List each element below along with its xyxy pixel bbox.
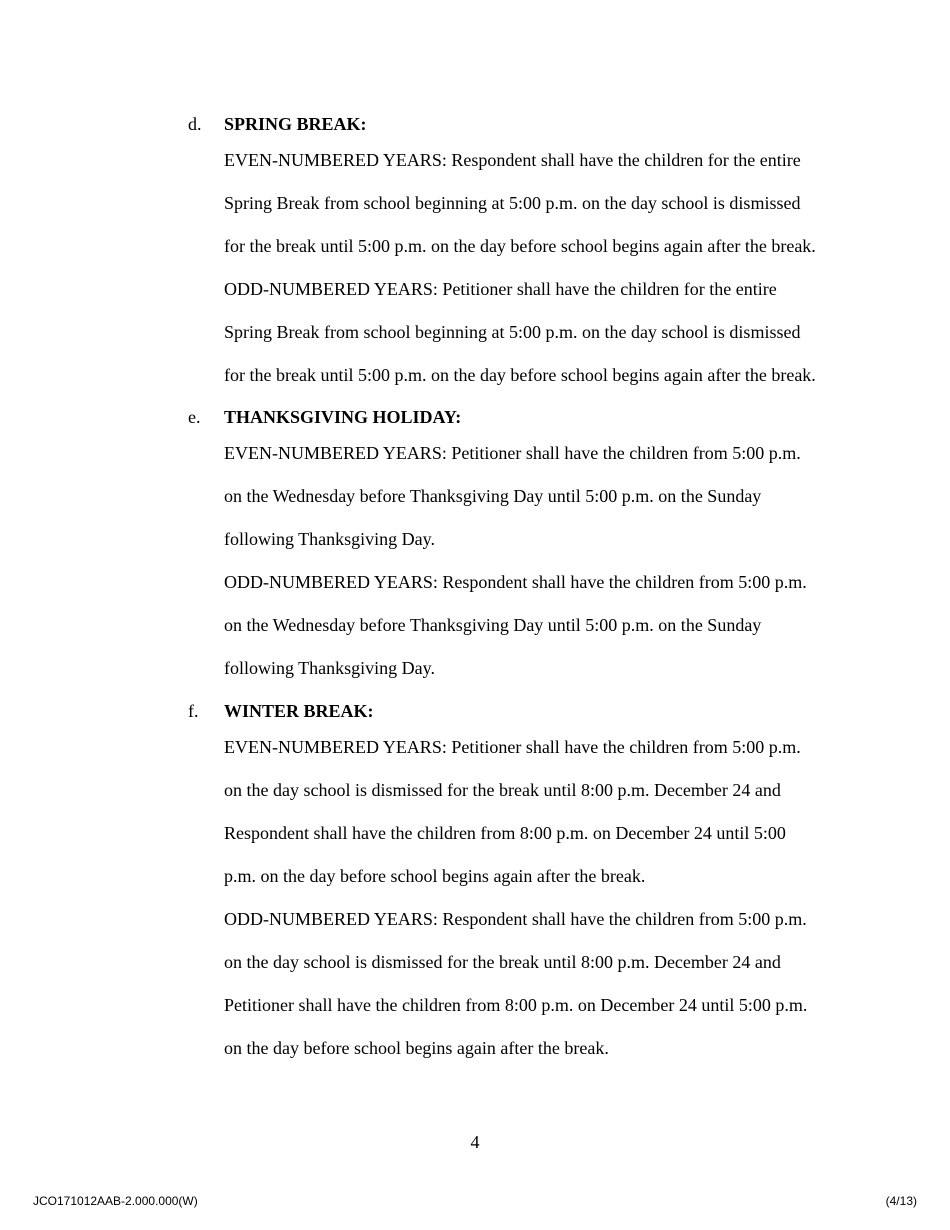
text-line: Spring Break from school beginning at 5:00 p.m. on the day school is dismissed bbox=[224, 322, 801, 342]
section-letter: d. bbox=[188, 114, 202, 134]
text-line: following Thanksgiving Day. bbox=[224, 658, 435, 678]
section-header bbox=[188, 405, 868, 429]
text-line: Spring Break from school beginning at 5:00 p.m. on the day school is dismissed bbox=[224, 193, 801, 213]
section-winter-break bbox=[188, 699, 868, 1079]
footer-document-code: JCO171012AAB-2.000.000(W) bbox=[33, 1194, 198, 1208]
paragraph-odd-years bbox=[224, 277, 868, 406]
paragraph-even-years bbox=[224, 441, 868, 570]
section-letter: f. bbox=[188, 701, 199, 721]
paragraph-even-years bbox=[224, 148, 868, 277]
section-spring-break bbox=[188, 112, 868, 406]
text-line: Respondent shall have the children from 8:00 p.m. on December 24 until 5:00 bbox=[224, 823, 786, 843]
paragraph-even-years bbox=[224, 735, 868, 907]
text-line: on the Wednesday before Thanksgiving Day until 5:00 p.m. on the Sunday bbox=[224, 486, 762, 506]
section-header bbox=[188, 112, 868, 136]
page-number: 4 bbox=[470, 1132, 480, 1152]
section-letter: e. bbox=[188, 407, 201, 427]
text-line: ODD-NUMBERED YEARS: Respondent shall have the children from 5:00 p.m. bbox=[224, 572, 807, 592]
text-line: on the Wednesday before Thanksgiving Day until 5:00 p.m. on the Sunday bbox=[224, 615, 762, 635]
footer-page-count: (4/13) bbox=[885, 1194, 917, 1208]
text-line: for the break until 5:00 p.m. on the day before school begins again after the break. bbox=[224, 365, 816, 385]
text-line: ODD-NUMBERED YEARS: Petitioner shall have the children for the entire bbox=[224, 279, 777, 299]
section-thanksgiving-holiday bbox=[188, 405, 868, 699]
text-line: p.m. on the day before school begins again after the break. bbox=[224, 866, 646, 886]
paragraph-odd-years bbox=[224, 907, 868, 1079]
text-line: following Thanksgiving Day. bbox=[224, 529, 435, 549]
text-line: on the day school is dismissed for the break until 8:00 p.m. December 24 and bbox=[224, 952, 781, 972]
text-line: on the day school is dismissed for the break until 8:00 p.m. December 24 and bbox=[224, 780, 781, 800]
text-line: on the day before school begins again after the break. bbox=[224, 1038, 609, 1058]
text-line: EVEN-NUMBERED YEARS: Respondent shall have the children for the entire bbox=[224, 150, 801, 170]
text-line: Petitioner shall have the children from 8:00 p.m. on December 24 until 5:00 p.m. bbox=[224, 995, 808, 1015]
text-line: for the break until 5:00 p.m. on the day before school begins again after the break. bbox=[224, 236, 816, 256]
paragraph-odd-years bbox=[224, 570, 868, 699]
text-line: ODD-NUMBERED YEARS: Respondent shall have the children from 5:00 p.m. bbox=[224, 909, 807, 929]
section-heading: SPRING BREAK: bbox=[224, 114, 367, 134]
text-line: EVEN-NUMBERED YEARS: Petitioner shall have the children from 5:00 p.m. bbox=[224, 737, 801, 757]
section-heading: WINTER BREAK: bbox=[224, 701, 374, 721]
section-header bbox=[188, 699, 868, 723]
text-line: EVEN-NUMBERED YEARS: Petitioner shall have the children from 5:00 p.m. bbox=[224, 443, 801, 463]
section-heading: THANKSGIVING HOLIDAY: bbox=[224, 407, 462, 427]
